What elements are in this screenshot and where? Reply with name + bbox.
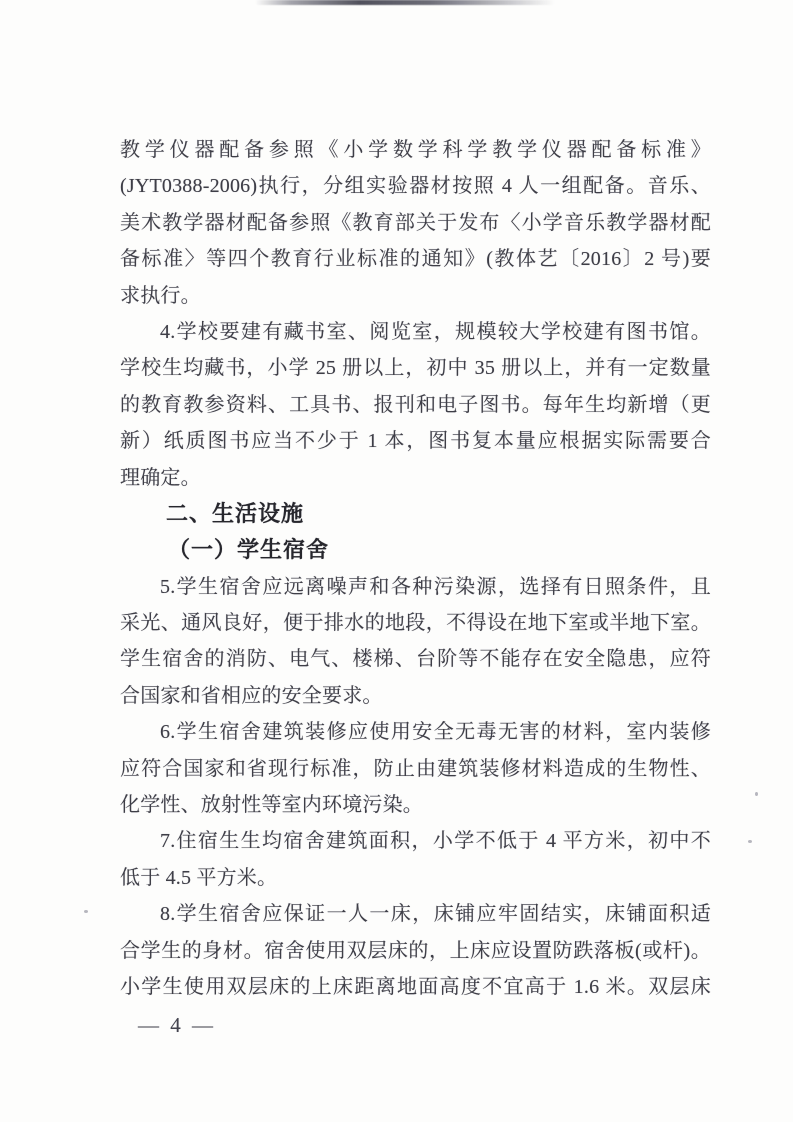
scan-speck	[755, 792, 758, 796]
page-number: — 4 —	[138, 1013, 216, 1037]
text-line: 学校生均藏书，小学 25 册以上，初中 35 册以上，并有一定数量	[120, 357, 711, 380]
text-line: 的教育教参资料、工具书、报刊和电子图书。每年生均新增（更	[120, 393, 711, 416]
scan-smudge-artifact	[255, 0, 555, 5]
text-line: (JYT0388-2006)执行，分组实验器材按照 4 人一组配备。音乐、	[120, 175, 711, 198]
scan-speck	[84, 910, 88, 913]
heading-line: （一）学生宿舍	[168, 537, 330, 563]
text-line: 合学生的身材。宿舍使用双层床的，上床应设置防跌落板(或杆)。	[120, 939, 711, 962]
scan-speck	[748, 840, 752, 843]
text-line: 5.学生宿舍应远离噪声和各种污染源，选择有日照条件，且	[160, 575, 711, 598]
text-line: 合国家和省相应的安全要求。	[120, 684, 383, 707]
text-line: 学生宿舍的消防、电气、楼梯、台阶等不能存在安全隐患，应符	[120, 648, 711, 671]
text-line: 8.学生宿舍应保证一人一床，床铺应牢固结实，床铺面积适	[160, 903, 711, 926]
text-line: 新）纸质图书应当不少于 1 本，图书复本量应根据实际需要合	[120, 430, 711, 453]
text-line: 7.住宿生生均宿舍建筑面积，小学不低于 4 平方米，初中不	[160, 830, 711, 853]
text-line: 应符合国家和省现行标准，防止由建筑装修材料造成的生物性、	[120, 757, 711, 780]
text-block	[120, 132, 711, 1005]
text-line: 理确定。	[120, 466, 201, 489]
text-line: 低于 4.5 平方米。	[120, 866, 278, 889]
text-line: 美术教学器材配备参照《教育部关于发布〈小学音乐教学器材配	[120, 211, 711, 234]
text-line: 化学性、放射性等室内环境污染。	[120, 794, 423, 817]
text-line: 教学仪器配备参照《小学数学科学教学仪器配备标准》	[120, 139, 711, 161]
text-line: 4.学校要建有藏书室、阅览室，规模较大学校建有图书馆。	[160, 320, 711, 343]
heading-line: 二、生活设施	[166, 500, 305, 526]
text-line: 6.学生宿舍建筑装修应使用安全无毒无害的材料，室内装修	[160, 721, 711, 744]
text-line: 备标准〉等四个教育行业标准的通知》(教体艺〔2016〕2 号)要	[120, 248, 711, 271]
text-line: 求执行。	[120, 284, 201, 307]
text-line: 小学生使用双层床的上床距离地面高度不宜高于 1.6 米。双层床	[120, 975, 711, 998]
text-line: 采光、通风良好，便于排水的地段，不得设在地下室或半地下室。	[120, 612, 711, 635]
